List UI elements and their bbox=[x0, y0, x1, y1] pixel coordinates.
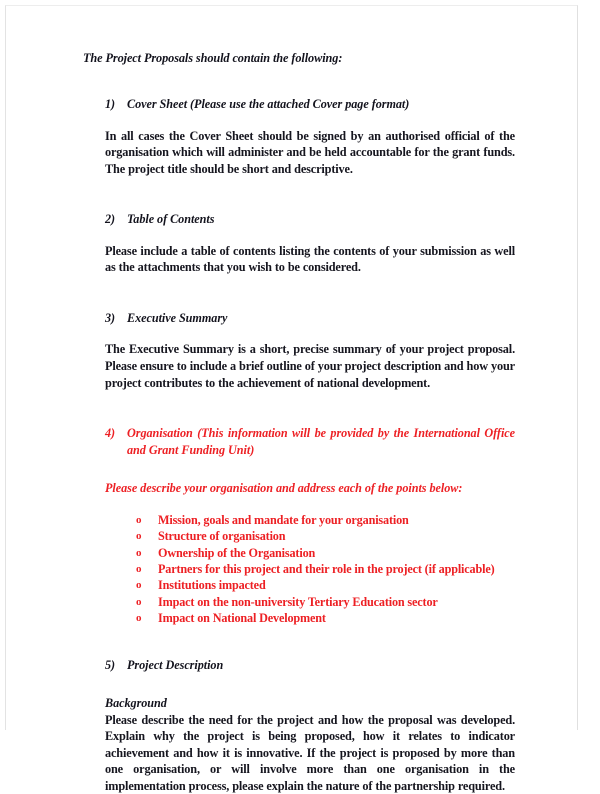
list-item bbox=[136, 577, 515, 593]
list-item-label: Ownership of the Organisation bbox=[158, 546, 315, 560]
subheading-background: Background bbox=[105, 695, 515, 711]
section-cover-sheet bbox=[83, 96, 515, 177]
list-item-label: Structure of organisation bbox=[158, 529, 285, 543]
section-body-2: Please include a table of contents listing the contents of your submission as well as the attachments that you wish to be considered. bbox=[105, 243, 515, 276]
section-body-3: The Executive Summary is a short, precise summary of your project proposal. Please ensure to include a brief outline of your project description and how your project contributes to the achievement of national development. bbox=[105, 341, 515, 391]
section-organisation bbox=[83, 425, 515, 626]
document-content bbox=[83, 51, 515, 794]
section-table-of-contents bbox=[83, 211, 515, 276]
section-heading-3 bbox=[105, 310, 515, 327]
section-heading-5 bbox=[105, 657, 515, 674]
circle-outline-bullet-icon: o bbox=[136, 610, 141, 626]
section-number-4: 4) bbox=[105, 425, 115, 442]
page-title: The Project Proposals should contain the following: bbox=[83, 51, 515, 66]
section-heading-text-3: Executive Summary bbox=[127, 311, 227, 325]
circle-outline-bullet-icon: o bbox=[136, 528, 141, 544]
list-item-label: Partners for this project and their role in the project (if applicable) bbox=[158, 562, 495, 576]
list-item bbox=[136, 512, 515, 528]
section-heading-text-2: Table of Contents bbox=[127, 212, 214, 226]
section-number-2: 2) bbox=[105, 211, 115, 228]
document-page-sheet bbox=[5, 5, 578, 730]
list-item-label: Impact on National Development bbox=[158, 611, 326, 625]
circle-outline-bullet-icon: o bbox=[136, 545, 141, 561]
circle-outline-bullet-icon: o bbox=[136, 561, 141, 577]
list-item bbox=[136, 528, 515, 544]
list-item bbox=[136, 594, 515, 610]
section-executive-summary bbox=[83, 310, 515, 391]
section-heading-2 bbox=[105, 211, 515, 228]
section-number-3: 3) bbox=[105, 310, 115, 327]
circle-outline-bullet-icon: o bbox=[136, 512, 141, 528]
section-heading-text-4: Organisation (This information will be provided by the International Office and Grant Funding Unit) bbox=[127, 426, 515, 457]
section-heading-text-1: Cover Sheet (Please use the attached Cover page format) bbox=[127, 97, 409, 111]
list-item-label: Mission, goals and mandate for your organisation bbox=[158, 513, 409, 527]
section-project-description bbox=[83, 657, 515, 794]
list-item-label: Impact on the non-university Tertiary Education sector bbox=[158, 595, 438, 609]
circle-outline-bullet-icon: o bbox=[136, 577, 141, 593]
section-heading-4 bbox=[105, 425, 515, 458]
list-item-label: Institutions impacted bbox=[158, 578, 266, 592]
section-number-1: 1) bbox=[105, 96, 115, 113]
section-body-5: Please describe the need for the project and how the proposal was developed. Explain why the project is being proposed, how it relates to indicator achievement and how it is innovative. If the project is proposed by more than one organisation, or will involve more than one organisation in the implementation process, please explain the nature of the partnership required. bbox=[105, 712, 515, 794]
section-body-1: In all cases the Cover Sheet should be signed by an authorised official of the organisation which will administer and be held accountable for the grant funds. The project title should be short and descriptive. bbox=[105, 128, 515, 178]
section-heading-1 bbox=[105, 96, 515, 113]
circle-outline-bullet-icon: o bbox=[136, 594, 141, 610]
organisation-intro-text: Please describe your organisation and address each of the points below: bbox=[105, 480, 515, 497]
organisation-points-list bbox=[105, 512, 515, 627]
section-heading-text-5: Project Description bbox=[127, 658, 223, 672]
section-number-5: 5) bbox=[105, 657, 115, 674]
list-item bbox=[136, 545, 515, 561]
list-item bbox=[136, 561, 515, 577]
list-item bbox=[136, 610, 515, 626]
